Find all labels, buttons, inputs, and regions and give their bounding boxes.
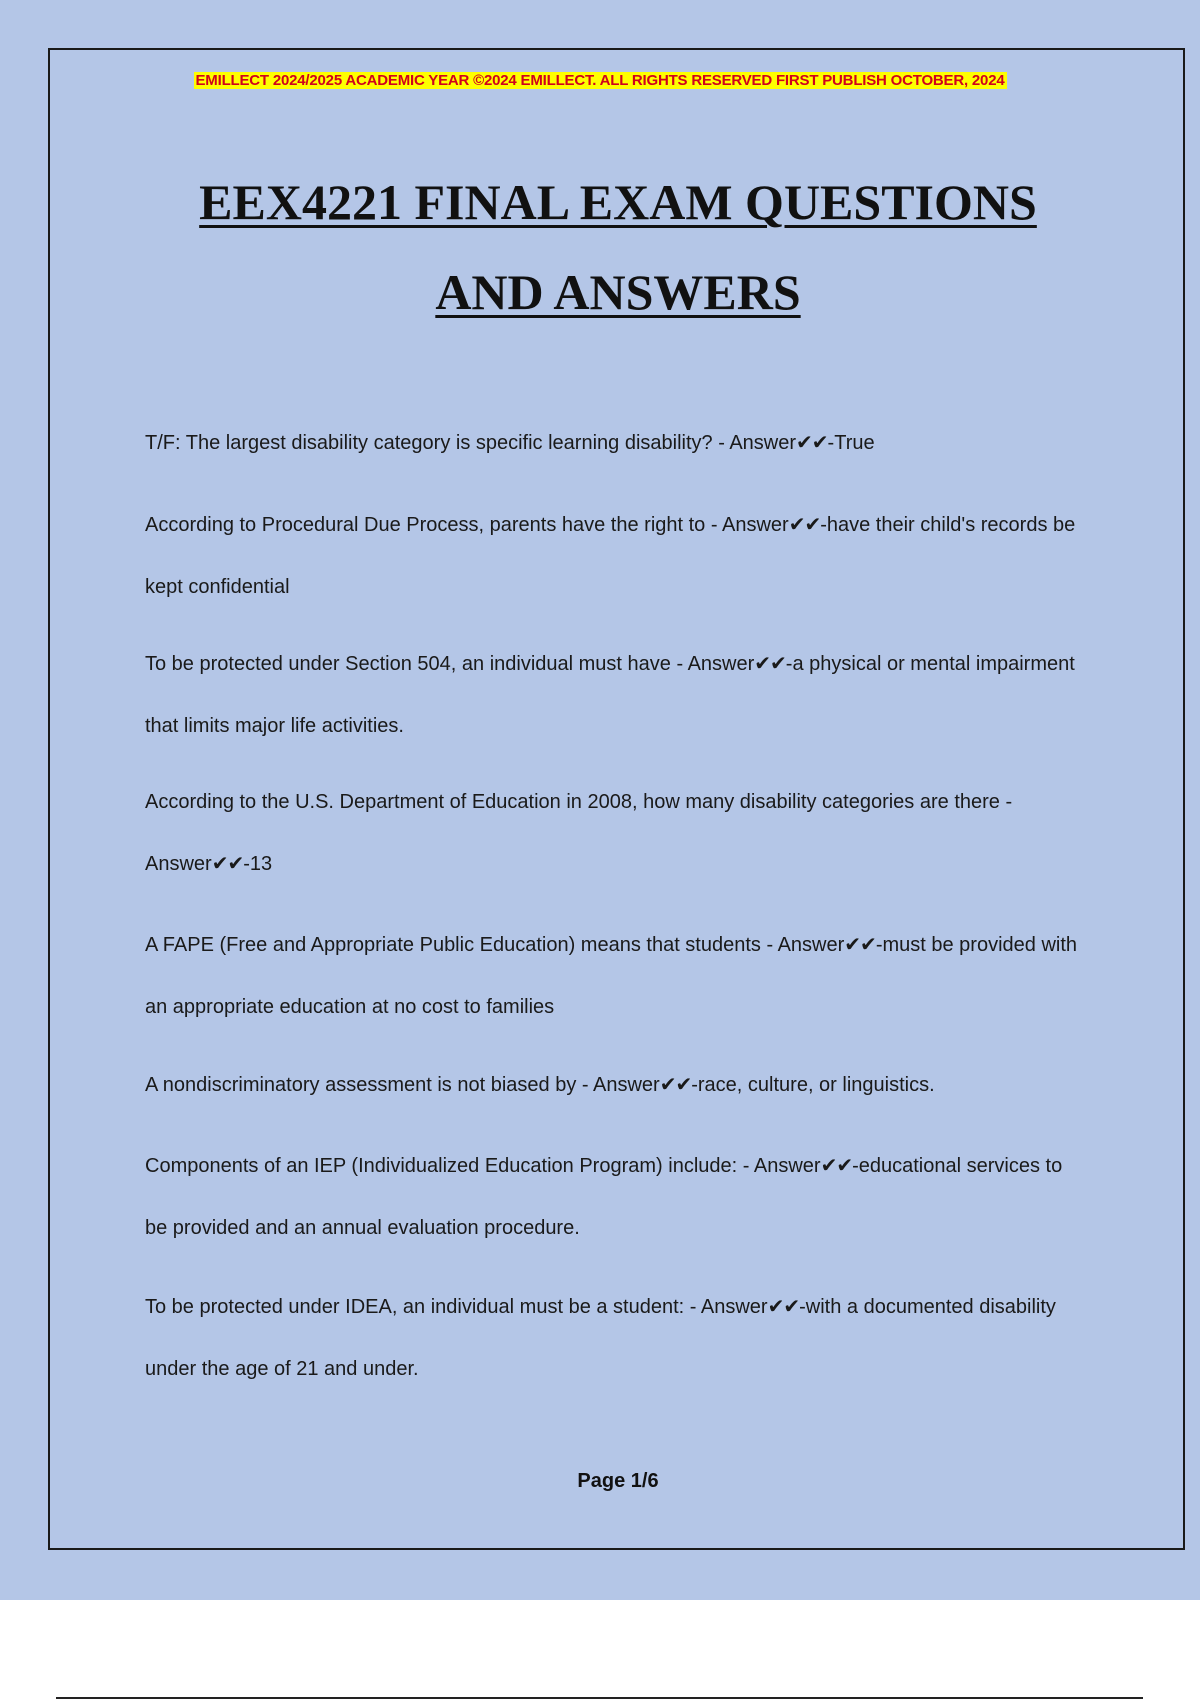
answer-text: True	[834, 432, 875, 454]
question-text: To be protected under Section 504, an individual must have -	[145, 653, 688, 675]
qa-item-7: Components of an IEP (Individualized Education Program) include: - Answer✔✔-educational services to be provided and an annual evaluation procedure.	[145, 1155, 1063, 1239]
copyright-header	[0, 72, 1200, 90]
question-text: According to the U.S. Department of Education in 2008, how many disability categories are there -	[145, 791, 1012, 813]
qa-item-4: According to the U.S. Department of Education in 2008, how many disability categories are there - Answer✔✔-13	[145, 771, 1085, 895]
qa-item-6: A nondiscriminatory assessment is not biased by - Answer✔✔-race, culture, or linguistics.	[145, 1054, 1085, 1116]
answer-text: have their child's records be kept confidential	[145, 514, 1076, 598]
answer-text: educational services to be provided and an annual evaluation procedure.	[145, 1155, 1063, 1239]
qa-item-5: A FAPE (Free and Appropriate Public Education) means that students - Answer✔✔-must be provided with an appropriate education at no cost to families	[145, 914, 1085, 1038]
qa-item-2: According to Procedural Due Process, parents have the right to - Answer✔✔-have their child's records be kept confidential	[145, 494, 1085, 618]
answer-label: Answer	[753, 1155, 821, 1177]
question-text: T/F: The largest disability category is specific learning disability? -	[145, 432, 729, 454]
question-text: A nondiscriminatory assessment is not biased by -	[145, 1074, 593, 1096]
check-mark-icon: ✔✔	[211, 853, 244, 875]
answer-text: must be provided with an appropriate education at no cost to families	[145, 934, 1078, 1018]
qa-item-8: To be protected under IDEA, an individual must be a student: - Answer✔✔-with a documented disability under the age of 21 and under.	[145, 1296, 1056, 1380]
question-text: To be protected under IDEA, an individual must be a student: -	[145, 1296, 697, 1318]
answer-label: Answer	[729, 432, 797, 454]
question-text: A FAPE (Free and Appropriate Public Education) means that students -	[145, 934, 778, 956]
answer-text: a physical or mental impairment that limits major life activities.	[145, 653, 1075, 737]
check-mark-icon: ✔✔	[844, 934, 876, 956]
answer-label: Answer	[721, 514, 789, 536]
question-text: According to Procedural Due Process, parents have the right to -	[145, 514, 722, 536]
answer-label: Answer	[145, 853, 212, 875]
answer-label: Answer	[687, 653, 755, 675]
page-number: Page 1/6	[577, 1470, 659, 1492]
check-mark-icon: ✔✔	[820, 1155, 853, 1177]
check-mark-icon: ✔✔	[796, 432, 828, 454]
qa-item-3: To be protected under Section 504, an individual must have - Answer✔✔-a physical or mental impairment that limits major life activities.	[145, 633, 1085, 757]
answer-label: Answer	[777, 934, 845, 956]
check-mark-icon: ✔✔	[767, 1296, 800, 1318]
document-title-line-2: AND ANSWERS	[435, 264, 801, 320]
answer-text: 13	[249, 853, 273, 875]
answer-label: Answer	[593, 1074, 660, 1096]
next-page-top-rule	[56, 1697, 1143, 1699]
question-text: Components of an IEP (Individualized Education Program) include: -	[145, 1155, 750, 1177]
check-mark-icon: ✔✔	[754, 653, 786, 675]
document-title-line-1: EEX4221 FINAL EXAM QUESTIONS	[199, 174, 1037, 230]
copyright-header-text: EMILLECT 2024/2025 ACADEMIC YEAR ©2024 EMILLECT. ALL RIGHTS RESERVED FIRST PUBLISH OCTOBER, 2024	[195, 72, 1005, 89]
answer-text: with a documented disability under the age of 21 and under.	[145, 1296, 1056, 1380]
check-mark-icon: ✔✔	[788, 514, 821, 536]
check-mark-icon: ✔✔	[659, 1074, 692, 1096]
qa-item-1: T/F: The largest disability category is specific learning disability? - Answer✔✔-True	[145, 412, 1085, 474]
answer-text: race, culture, or linguistics.	[697, 1074, 935, 1096]
answer-label: Answer	[700, 1296, 768, 1318]
